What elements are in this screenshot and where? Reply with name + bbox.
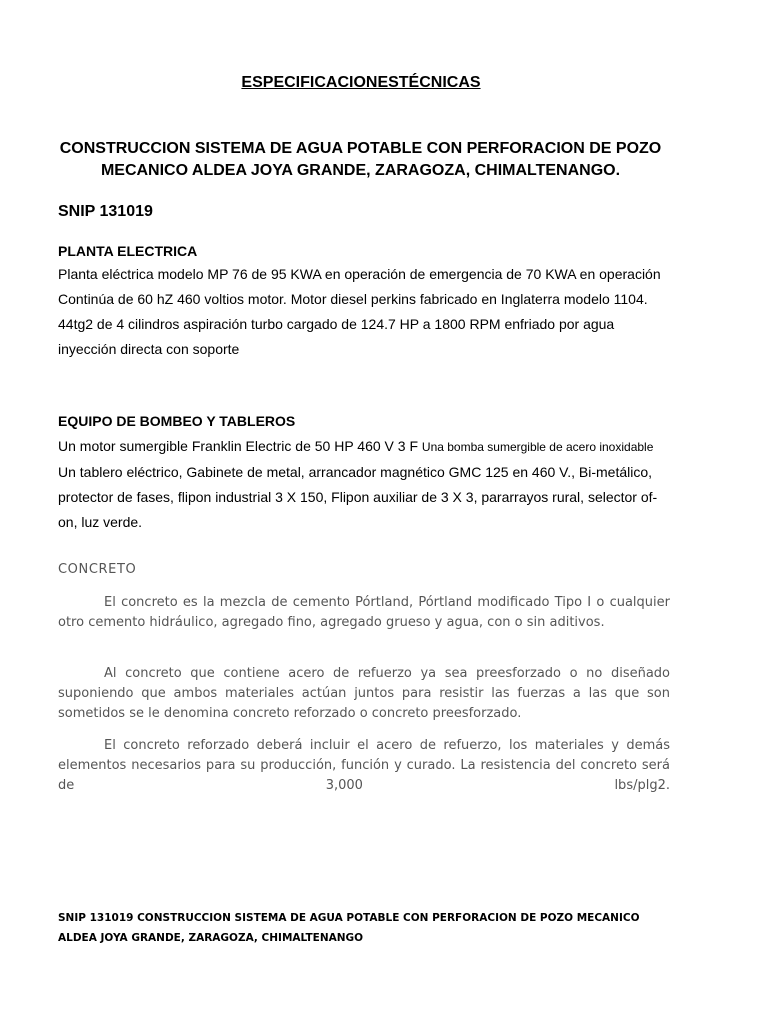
bombeo-text-small: Una bomba sumergible de acero inoxidable [421, 440, 654, 454]
page-footer: SNIP 131019 CONSTRUCCION SISTEMA DE AGUA POTABLE CON PERFORACION DE POZO MECANICO ALDEA JOYA GRANDE, ZARAGOZA, CHIMALTENANGO [58, 912, 640, 944]
project-title: CONSTRUCCION SISTEMA DE AGUA POTABLE CON PERFORACION DE POZO MECANICO ALDEA JOYA GRANDE, ZARAGOZA, CHIMALTENANGO. [59, 140, 662, 179]
section-heading-planta: PLANTA ELECTRICA [58, 243, 198, 259]
bombeo-text [58, 434, 662, 535]
snip-code: SNIP 131019 [58, 203, 153, 220]
concreto-paragraph-1: El concreto es la mezcla de cemento Pórtland, Pórtland modificado Tipo I o cualquier otro cemento hidráulico, agregado fino, agregado grueso y agua, con o sin aditivos. [58, 595, 670, 630]
document-title: ESPECIFICACIONESTÉCNICAS [241, 74, 481, 91]
planta-text: Planta eléctrica modelo MP 76 de 95 KWA en operación de emergencia de 70 KWA en operación Continúa de 60 hZ 460 voltios motor. Motor diesel perkins fabricado en Inglaterra modelo 1104. 44tg2 de 4 cilindros aspiración turbo cargado de 124.7 HP a 1800 RPM enfriado por agua inyección directa con soporte [58, 266, 661, 357]
bombeo-text-main: Un motor sumergible Franklin Electric de 50 HP 460 V 3 F [58, 438, 422, 454]
bombeo-text-rest: Un tablero eléctrico, Gabinete de metal, arrancador magnético GMC 125 en 460 V., Bi-metálico, protector de fases, flipon industrial 3 X 150, Flipon auxiliar de 3 X 3, pararrayos rural, selector of-on, luz verde. [58, 464, 658, 530]
section-heading-concreto: CONCRETO [58, 562, 137, 577]
section-heading-bombeo: EQUIPO DE BOMBEO Y TABLEROS [58, 413, 296, 429]
concreto-paragraph-2: Al concreto que contiene acero de refuerzo ya sea preesforzado o no diseñado suponiendo que ambos materiales actúan juntos para resistir las fuerzas a las que son sometidos se le denomina concreto reforzado o concreto preesforzado. [58, 666, 670, 721]
concreto-paragraph-3: El concreto reforzado deberá incluir el acero de refuerzo, los materiales y demás elementos necesarios para su producción, función y curado. La resistencia del concreto será de 3,000 lbs/plg2. [58, 738, 670, 793]
